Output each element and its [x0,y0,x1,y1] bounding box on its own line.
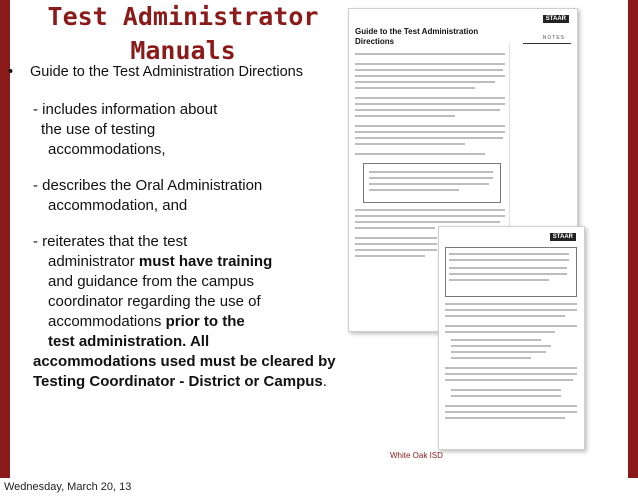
bullet-text: Guide to the Test Administration Directions [30,64,303,80]
staar-badge: STAAR [543,15,569,23]
document-text-line [355,209,505,211]
document-text-line [355,125,505,127]
document-text-line [451,345,551,347]
document-text-line [355,237,437,239]
document-text-line [449,259,569,261]
bullet-item [8,64,303,80]
notes-label: NOTES [542,35,565,41]
document-text-line [451,339,541,341]
document-text-line [451,351,546,353]
slide-title-line1: Test Administrator [47,2,319,31]
document-text-line [355,131,505,133]
footer-date: Wednesday, March 20, 13 [4,481,132,493]
p3-line1: - reiterates that the test [33,233,188,250]
document-text-line [369,171,493,173]
p1-line1: - includes information about [33,101,218,118]
document-text-line [355,75,505,77]
document-text-line [445,417,565,419]
document-text-line [355,109,500,111]
document-text-line [369,177,493,179]
document-text-line [355,153,485,155]
document-text-line [355,255,425,257]
document-text-line [445,315,565,317]
p3-must-have-training: must have training [138,253,273,270]
document-text-line [445,411,577,413]
guide-document-page2-image [438,226,585,450]
p3-line6: test administration. All [48,333,210,350]
p3-line2 [33,252,353,272]
document-text-line [355,227,435,229]
document-text-line [451,395,561,397]
document-text-line [449,273,567,275]
document-text-line [355,115,455,117]
document-title-line1: Guide to the Test Administration [355,27,479,36]
p3-line4: coordinator regarding the use of [48,293,261,310]
document-text-line [355,137,503,139]
document-text-line [355,97,505,99]
p3-accommodations-text: accommodations [48,313,166,330]
document-text-line [369,189,459,191]
document-title [355,27,495,47]
footer-org-label: White Oak ISD [390,451,443,460]
document-text-line [355,243,437,245]
p2-line1: - describes the Oral Administration [33,177,263,194]
p3-period: . [322,373,327,390]
paragraph-reiterates [33,232,353,352]
document-text-line [445,309,577,311]
document-text-line [355,103,505,105]
p3-line3: and guidance from the campus [48,273,254,290]
document-text-line [355,53,505,55]
document-text-line [451,357,531,359]
document-title-line2: Directions [355,37,395,46]
document-text-line [355,87,475,89]
p3-prior-to-the: prior to the [165,313,245,330]
document-text-line [449,267,567,269]
paragraph-oral-administration [33,176,333,216]
slide-title-line2: Manuals [130,36,236,65]
document-text-line [369,183,489,185]
document-text-line [449,253,569,255]
staar-badge-page2: STAAR [550,233,576,241]
document-text-line [445,331,555,333]
document-text-line [355,63,505,65]
p3-cleared-text: accommodations used must be cleared by Testing Coordinator - District or Campus [33,353,336,390]
p2-line2: accommodation, and [48,197,188,214]
p1-line3: accommodations, [48,141,166,158]
paragraph-information [33,100,333,160]
document-text-line [355,221,500,223]
document-text-line [445,325,577,327]
document-text-line [445,373,577,375]
document-text-line [355,81,495,83]
right-accent-bar [628,0,638,478]
document-text-line [355,215,505,217]
document-text-line [355,249,437,251]
paragraph-cleared-by [33,352,353,392]
bullet-dot-icon: • [8,64,14,80]
document-text-line [449,279,549,281]
p3-line5 [33,312,353,332]
notes-rule [523,43,571,44]
document-text-line [445,367,577,369]
document-text-line [445,379,573,381]
p3-administrator-text: administrator [48,253,139,270]
document-text-line [451,389,561,391]
document-text-line [355,143,465,145]
document-text-line [355,69,503,71]
p1-line2: the use of testing [41,121,156,138]
document-text-line [445,405,577,407]
slide-title [18,0,348,68]
document-text-line [445,303,577,305]
